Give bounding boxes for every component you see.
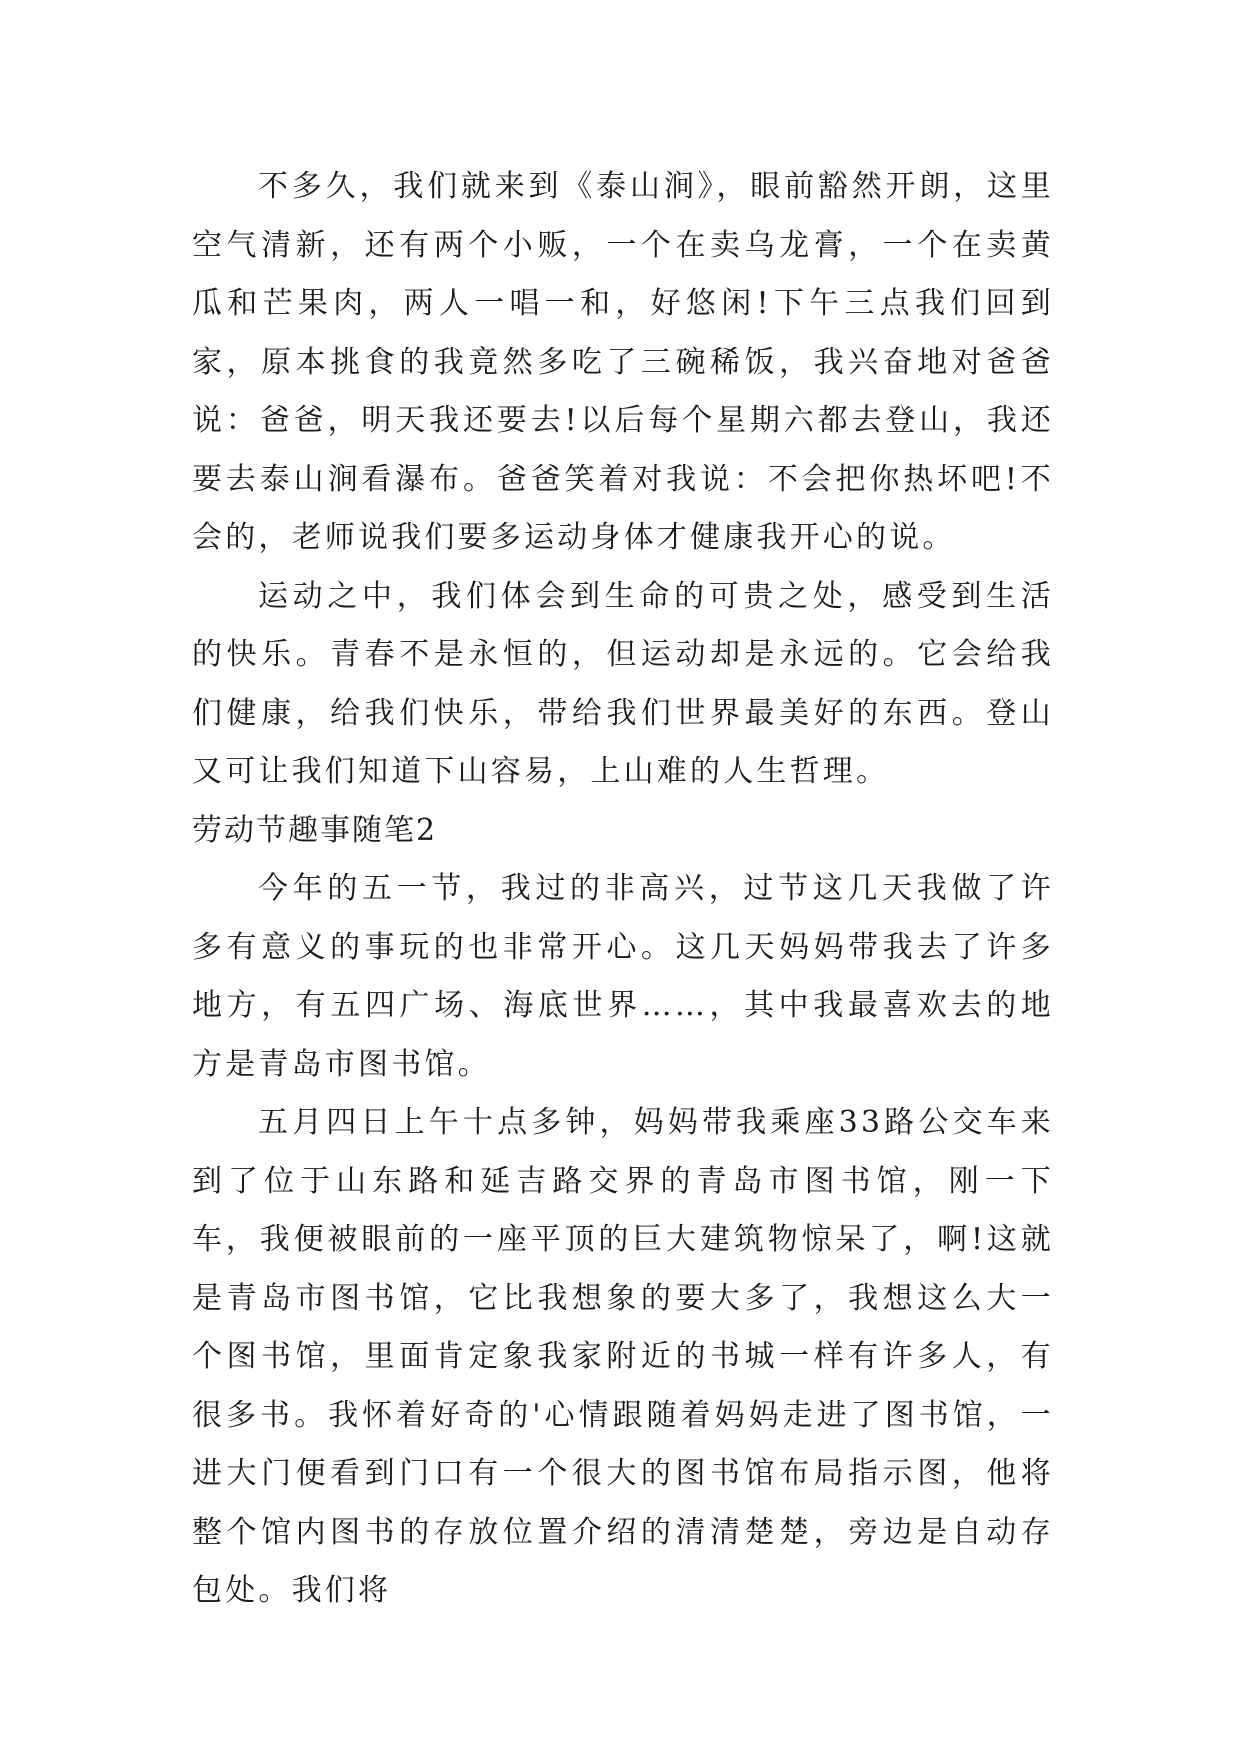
section-heading: 劳动节趣事随笔2 [192, 812, 438, 848]
paragraph-may-day: 今年的五一节，我过的非高兴，过节这几天我做了许多有意义的事玩的也非常开心。这几天妈妈带我去了许多地方，有五四广场、海底世界……，其中我最喜欢去的地方是青岛市图书馆。 [192, 871, 1054, 1082]
paragraph-exercise-reflection: 运动之中，我们体会到生命的可贵之处，感受到生活的快乐。青春不是永恒的，但运动却是永远的。它会给我们健康，给我们快乐，带给我们世界最美好的东西。登山又可让我们知道下山容易，上山难的人生哲理。 [192, 578, 1054, 789]
paragraph-taishan-stream: 不多久，我们就来到《泰山涧》，眼前豁然开朗，这里空气清新，还有两个小贩，一个在卖乌龙膏，一个在卖黄瓜和芒果肉，两人一唱一和，好悠闲!下午三点我们回到家，原本挑食的我竟然多吃了三碗稀饭，我兴奋地对爸爸说：爸爸，明天我还要去!以后每个星期六都去登山，我还要去泰山涧看瀑布。爸爸笑着对我说：不会把你热坏吧!不会的，老师说我们要多运动身体才健康我开心的说。 [192, 169, 1054, 555]
document-body [192, 158, 1054, 1621]
paragraph-library-visit: 五月四日上午十点多钟，妈妈带我乘座33路公交车来到了位于山东路和延吉路交界的青岛市图书馆，刚一下车，我便被眼前的一座平顶的巨大建筑物惊呆了，啊!这就是青岛市图书馆，它比我想象的要大多了，我想这么大一个图书馆，里面肯定象我家附近的书城一样有许多人，有很多书。我怀着好奇的'心情跟随着妈妈走进了图书馆，一进大门便看到门口有一个很大的图书馆布局指示图，他将整个馆内图书的存放位置介绍的清清楚楚，旁边是自动存包处。我们将 [192, 1105, 1054, 1608]
